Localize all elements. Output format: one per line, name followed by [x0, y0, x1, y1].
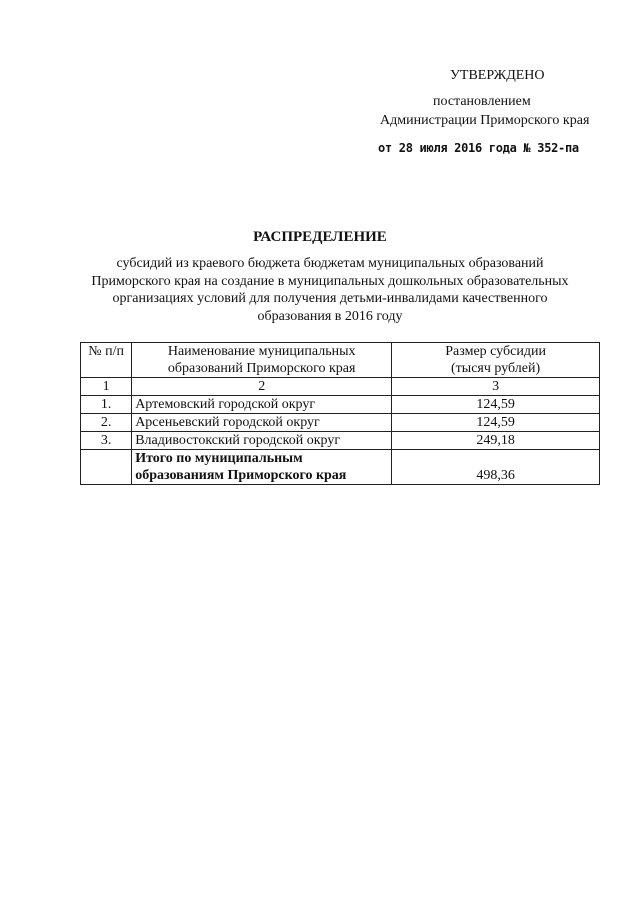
header-num: № п/п: [81, 343, 132, 378]
table-row: [81, 396, 600, 414]
total-label-line1: Итого по муниципальным: [135, 451, 303, 466]
table-row: [81, 414, 600, 432]
column-number: 3: [392, 378, 600, 396]
total-label: [132, 450, 392, 485]
header-amount: [392, 343, 600, 378]
row-num: 1.: [81, 396, 132, 414]
header-amount-line1: Размер субсидии: [445, 344, 546, 359]
column-number-row: [81, 378, 600, 396]
row-name: Артемовский городской округ: [132, 396, 392, 414]
total-amount: 498,36: [392, 450, 600, 485]
column-number: 2: [132, 378, 392, 396]
row-amount: 124,59: [392, 414, 600, 432]
row-amount: 249,18: [392, 432, 600, 450]
table-row: [81, 432, 600, 450]
subtitle-line: субсидий из краевого бюджета бюджетам муниципальных образований: [116, 256, 544, 271]
total-label-line2: образованиям Приморского края: [135, 468, 347, 483]
row-name: Арсеньевский городской округ: [132, 414, 392, 432]
total-row: [81, 450, 600, 485]
subtitle-line: образования в 2016 году: [257, 308, 403, 324]
header-name: [132, 343, 392, 378]
total-num-empty: [81, 450, 132, 485]
document-title: РАСПРЕДЕЛЕНИЕ: [253, 229, 387, 245]
column-number: 1: [81, 378, 132, 396]
row-num: 3.: [81, 432, 132, 450]
approval-by: постановлением: [433, 94, 531, 109]
distribution-table: [80, 342, 600, 485]
approval-title: УТВЕРЖДЕНО: [450, 68, 545, 83]
header-name-line1: Наименование муниципальных: [167, 344, 356, 359]
row-name: Владивостокский городской округ: [132, 432, 392, 450]
subtitle-line: организациях условий для получения детьми-инвалидами качественного: [112, 291, 548, 306]
row-num: 2.: [81, 414, 132, 432]
table-header-row: [81, 343, 600, 378]
row-amount: 124,59: [392, 396, 600, 414]
approval-date-stamp: от 28 июля 2016 года № 352-па: [378, 141, 579, 155]
document-subtitle: [60, 255, 600, 325]
header-amount-line2: (тысяч рублей): [451, 361, 541, 376]
header-name-line2: образований Приморского края: [167, 361, 356, 376]
subtitle-line: Приморского края на создание в муниципальных дошкольных образовательных: [91, 273, 569, 289]
approval-admin: Администрации Приморского края: [380, 113, 590, 128]
